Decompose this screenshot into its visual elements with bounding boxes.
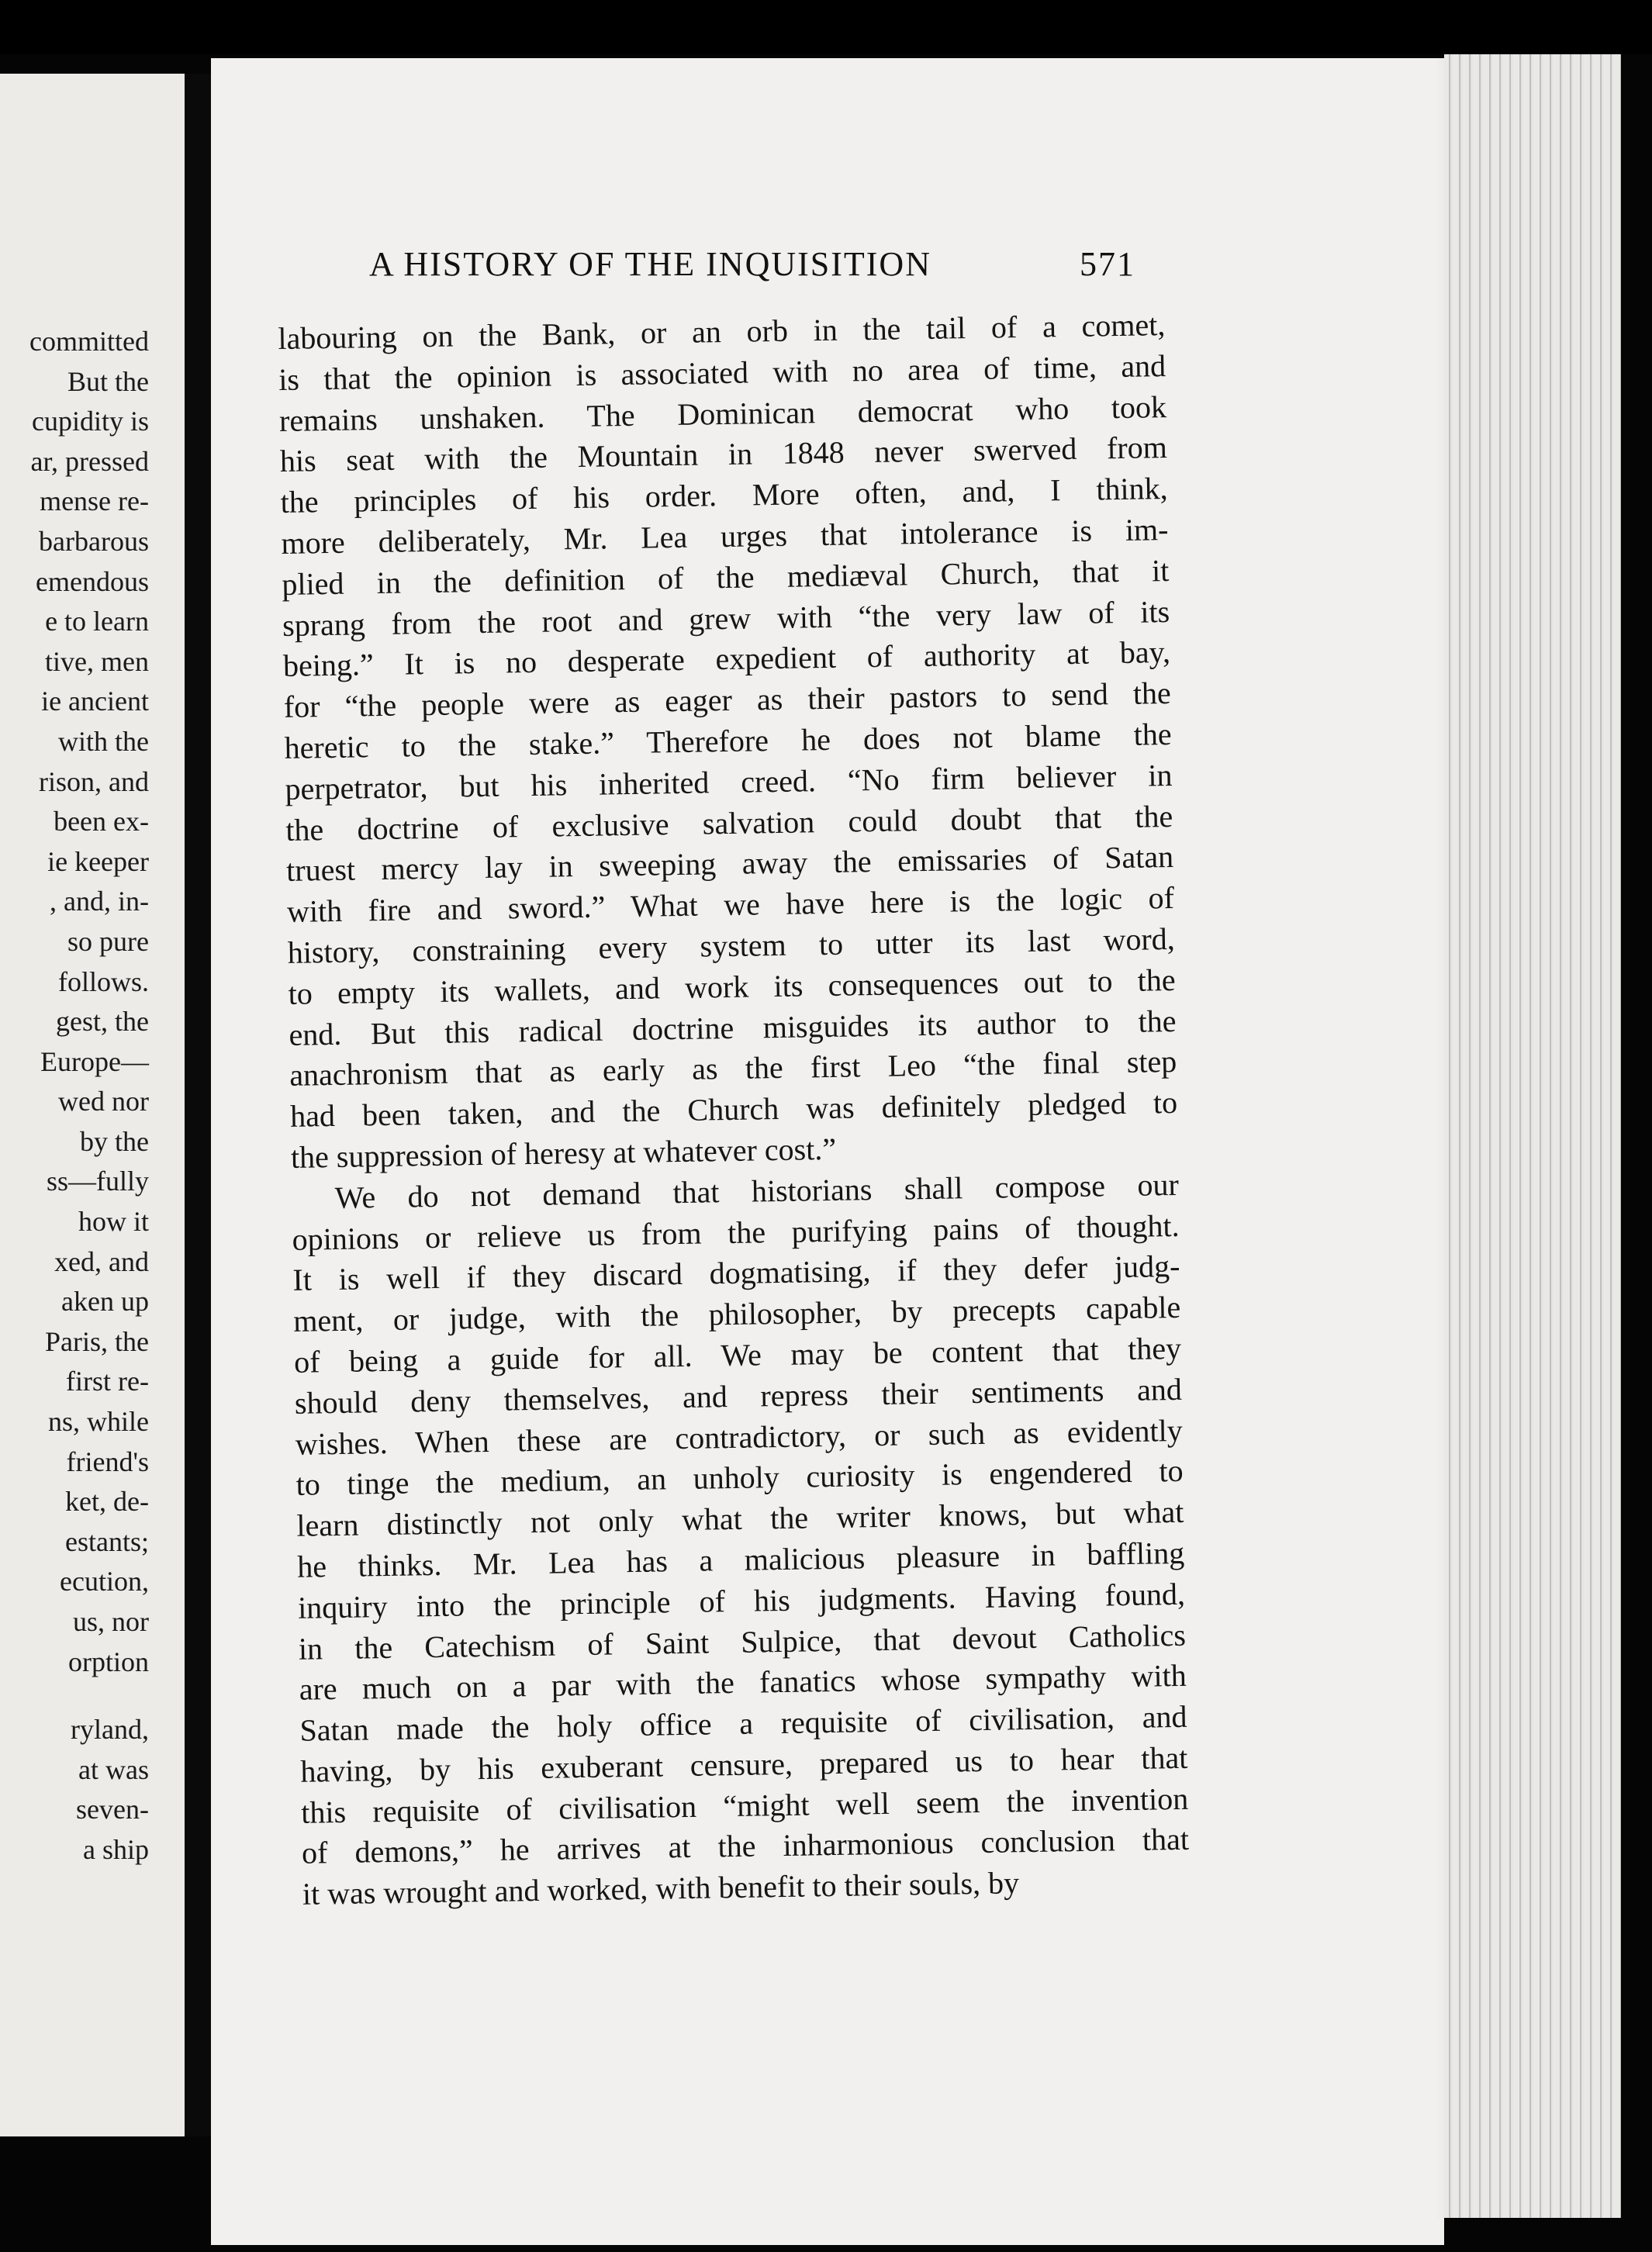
text-line: this requisite of civilisation “might well seem the invention [300,1781,1189,1830]
left-page [0,74,185,2136]
text-line: of being a guide for all. We may be content that they [293,1330,1182,1380]
right-page [211,58,1444,2245]
left-page-line: at was [78,1753,149,1785]
left-page-line: mense re- [40,485,149,517]
left-page-line: Paris, the [45,1325,149,1357]
left-page-line: so pure [67,925,149,957]
left-page-line: ss—fully [46,1166,149,1197]
left-page-line: with the [58,725,149,757]
text-line: labouring on the Bank, or an orb in the tail of a comet, [278,307,1166,356]
text-line: his seat with the Mountain in 1848 never swerved from [279,430,1168,479]
text-line: are much on a par with the fanatics whose sympathy with [299,1658,1187,1708]
left-page-line: friend's [66,1445,149,1477]
left-page-line: how it [78,1206,149,1238]
left-page-line: e to learn [45,606,149,637]
left-page-line: rison, and [39,765,149,797]
left-page-line: ns, while [48,1406,149,1438]
text-line: with fire and sword.” What we have here is the logic of [286,880,1175,930]
text-line: end. But this radical doctrine misguides its author to the [289,1003,1177,1052]
text-line: had been taken, and the Church was definitely pledged to [289,1085,1178,1135]
text-line: the principles of his order. More often, and, I think, [280,471,1168,520]
text-line: We do not demand that historians shall compose our [334,1166,1180,1215]
text-line: for “the people were as eager as their pastors to send the [283,675,1172,725]
left-page-line: ket, de- [65,1486,149,1518]
left-page-line: ecution, [60,1566,149,1597]
text-line: to tinge the medium, an unholy curiosity is engendered to [295,1453,1184,1503]
left-page-text [29,322,149,1870]
body-text [278,305,1190,1915]
left-page-line: ie keeper [47,845,149,877]
text-line: having, by his exuberant censure, prepared us to hear that [300,1739,1188,1789]
text-line: it was wrought and worked, with benefit to their souls, by [302,1865,1020,1912]
left-page-line: first re- [66,1366,149,1397]
text-line: to empty its wallets, and work its consequences out to the [288,962,1176,1011]
text-line: perpetrator, but his inherited creed. “No firm believer in [285,757,1173,807]
left-page-line: ar, pressed [30,445,149,477]
left-page-line: emendous [36,565,149,597]
page-number: 571 [1080,245,1135,283]
text-line: is that the opinion is associated with no area of time, and [278,347,1166,397]
text-line: should deny themselves, and repress their sentiments and [294,1371,1183,1421]
left-page-line [29,1682,149,1710]
text-line: wishes. When these are contradictory, or such as evidently [295,1412,1184,1462]
text-line: ment, or judge, with the philosopher, by precepts capable [292,1289,1181,1338]
left-page-line: gest, the [56,1006,149,1038]
text-line: It is well if they discard dogmatising, if they defer judg- [292,1249,1180,1298]
left-page-line: But the [67,365,149,397]
left-page-line: follows. [58,965,149,997]
left-page-line: barbarous [39,525,149,557]
text-line: more deliberately, Mr. Lea urges that intolerance is im- [281,511,1169,561]
left-page-line: aken up [61,1286,149,1318]
left-page-line: cupidity is [32,406,149,437]
left-page-line: xed, and [54,1245,149,1277]
text-line: inquiry into the principle of his judgments. Having found, [297,1576,1186,1625]
text-line: opinions or relieve us from the purifying pains of thought. [292,1207,1180,1257]
left-page-line: Europe— [40,1045,149,1077]
page-block-edge [1444,54,1621,2218]
left-page-line: a ship [83,1833,149,1865]
left-page-line: been ex- [54,806,149,838]
text-line: in the Catechism of Saint Sulpice, that devout Catholics [298,1617,1187,1667]
left-page-line: wed nor [58,1086,149,1117]
left-page-line: us, nor [73,1606,149,1637]
text-line: learn distinctly not only what the writer knows, but what [296,1494,1184,1543]
text-line: the doctrine of exclusive salvation could doubt that the [285,798,1173,848]
text-line: history, constraining every system to utter its last word, [287,920,1176,970]
left-page-line: ie ancient [41,686,149,717]
text-line: of demons,” he arrives at the inharmonious conclusion that [301,1822,1190,1871]
text-line: anachronism that as early as the first Leo “the final step [289,1044,1177,1093]
scan-border-top [0,0,1652,54]
text-line: heretic to the stake.” Therefore he does not blame the [284,716,1172,765]
text-line: truest mercy lay in sweeping away the emissaries of Satan [285,839,1174,889]
book-gutter [185,74,211,2136]
text-line: he thinks. Mr. Lea has a malicious pleasure in baffling [296,1535,1185,1584]
left-page-line: ryland, [71,1714,149,1746]
left-page-line: orption [68,1646,149,1677]
text-line: the suppression of heresy at whatever cost.” [290,1131,837,1175]
running-head-title: A HISTORY OF THE INQUISITION [369,245,931,283]
text-line: remains unshaken. The Dominican democrat who took [278,389,1167,438]
left-page-line: , and, in- [50,886,149,917]
left-page-line: tive, men [45,645,149,677]
text-line: Satan made the holy office a requisite of civilisation, and [299,1698,1187,1748]
left-page-line: estants; [65,1525,149,1557]
left-page-line: by the [80,1125,149,1157]
text-line: being.” It is no desperate expedient of authority at bay, [282,634,1171,684]
text-line: sprang from the root and grew with “the very law of its [282,593,1170,643]
text-line: plied in the definition of the mediæval Church, that it [282,552,1170,602]
left-page-line: seven- [76,1794,149,1825]
left-page-line: committed [29,326,149,357]
